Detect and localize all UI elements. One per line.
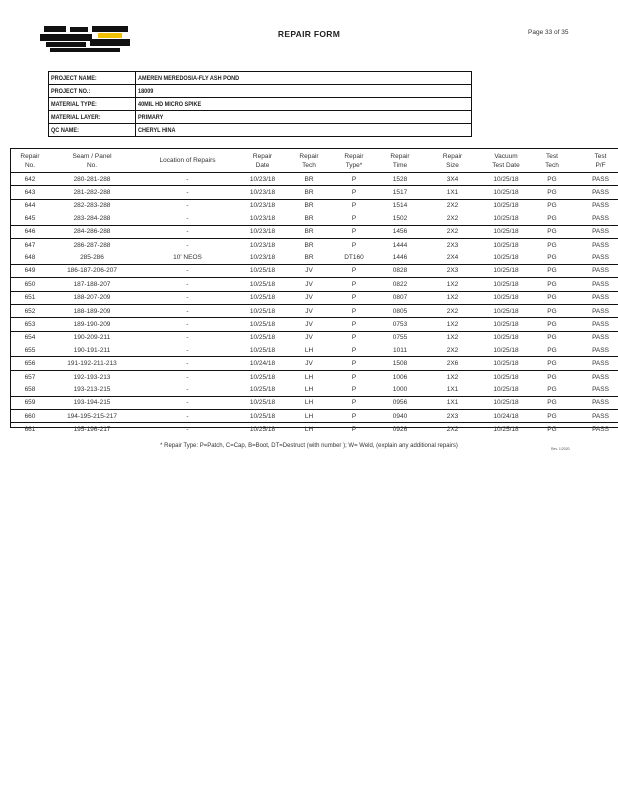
table-cell: JV bbox=[285, 357, 333, 370]
table-cell: 10/25/18 bbox=[493, 334, 519, 342]
table-cell: PASS bbox=[572, 251, 618, 264]
table-cell: 10/25/18 bbox=[480, 344, 532, 357]
table-cell: PASS bbox=[572, 304, 618, 317]
table-cell: P bbox=[333, 304, 375, 317]
table-row bbox=[11, 370, 618, 383]
table-cell: 10/25/18 bbox=[480, 318, 532, 331]
table-cell: 10/25/18 bbox=[480, 173, 532, 186]
table-cell: LH bbox=[304, 426, 314, 434]
table-cell: PG bbox=[532, 278, 572, 291]
table-cell: PG bbox=[547, 334, 557, 342]
table-cell: PG bbox=[532, 291, 572, 304]
table-cell: 192-193-213 bbox=[73, 373, 111, 381]
table-cell: 656 bbox=[11, 357, 49, 370]
table-cell: 2X6 bbox=[425, 357, 480, 370]
table-cell: 10/25/18 bbox=[240, 304, 285, 317]
table-cell: JV bbox=[285, 291, 333, 304]
column-header: Repair Date bbox=[240, 149, 285, 173]
table-cell: 642 bbox=[11, 173, 49, 186]
column-header: Repair Type* bbox=[333, 149, 375, 173]
table-cell: 10/24/18 bbox=[240, 357, 285, 370]
table-cell: PG bbox=[532, 264, 572, 277]
table-cell: 660 bbox=[11, 410, 49, 423]
table-row bbox=[11, 238, 618, 251]
project-field-value: 40MIL HD MICRO SPIKE bbox=[136, 98, 472, 111]
table-cell: - bbox=[135, 383, 240, 396]
table-cell: 1446 bbox=[375, 251, 425, 264]
table-cell: LH bbox=[285, 410, 333, 423]
column-header: Repair Time bbox=[375, 149, 425, 173]
table-cell: P bbox=[333, 186, 375, 199]
table-cell: 10/23/18 bbox=[240, 186, 285, 199]
table-cell: 649 bbox=[11, 264, 49, 277]
table-cell: 653 bbox=[11, 318, 49, 331]
table-cell: BR bbox=[304, 241, 314, 249]
table-cell: 190-209-211 bbox=[73, 334, 111, 342]
table-row bbox=[11, 383, 618, 396]
project-field-value: CHERYL HINA bbox=[136, 124, 472, 137]
table-cell: 10/25/18 bbox=[240, 291, 285, 304]
project-info-table bbox=[48, 71, 472, 137]
table-cell: 187-188-207 bbox=[49, 278, 135, 291]
table-cell: 2X2 bbox=[425, 344, 480, 357]
table-row bbox=[11, 410, 618, 423]
table-cell: 10/23/18 bbox=[240, 173, 285, 186]
table-cell: P bbox=[333, 357, 375, 370]
table-row bbox=[11, 212, 618, 225]
table-cell: PASS bbox=[572, 291, 618, 304]
table-cell: PG bbox=[547, 373, 557, 381]
column-header: Test Tech bbox=[532, 149, 572, 173]
table-cell: BR bbox=[285, 212, 333, 225]
table-cell: 2X2 bbox=[425, 212, 480, 225]
table-cell: P bbox=[351, 241, 357, 249]
project-field-value: PRIMARY bbox=[136, 111, 472, 124]
project-field-label: QC NAME: bbox=[49, 124, 136, 137]
table-cell: 0807 bbox=[375, 291, 425, 304]
table-row bbox=[11, 357, 618, 370]
table-cell: 10/25/18 bbox=[480, 225, 532, 238]
column-header: Repair Tech bbox=[285, 149, 333, 173]
table-cell: - bbox=[135, 173, 240, 186]
table-cell: 2X2 bbox=[425, 304, 480, 317]
table-cell: P bbox=[333, 225, 375, 238]
table-cell: PG bbox=[532, 318, 572, 331]
column-header: Location of Repairs bbox=[135, 149, 240, 173]
table-cell: BR bbox=[285, 186, 333, 199]
table-cell: JV bbox=[285, 278, 333, 291]
column-header: Vacuum Test Date bbox=[480, 149, 532, 173]
table-cell: 661 bbox=[24, 426, 36, 434]
table-cell: PASS bbox=[572, 396, 618, 409]
table-cell: 645 bbox=[11, 212, 49, 225]
table-cell: JV bbox=[285, 304, 333, 317]
table-cell: PG bbox=[532, 357, 572, 370]
table-cell: 1514 bbox=[392, 202, 408, 210]
table-cell: 2X2 bbox=[446, 426, 459, 434]
table-cell: 657 bbox=[24, 373, 36, 381]
table-cell: 10/25/18 bbox=[480, 357, 532, 370]
table-cell: 285-286 bbox=[49, 251, 135, 264]
table-cell: PG bbox=[532, 410, 572, 423]
table-cell: 0805 bbox=[375, 304, 425, 317]
table-cell: 10/25/18 bbox=[480, 304, 532, 317]
table-cell: 189-190-209 bbox=[49, 318, 135, 331]
project-field-row bbox=[49, 111, 472, 124]
table-cell: PASS bbox=[572, 383, 618, 396]
project-field-row bbox=[49, 72, 472, 85]
table-cell: 3X4 bbox=[425, 173, 480, 186]
table-cell: 10/25/18 bbox=[480, 186, 532, 199]
table-cell: P bbox=[333, 278, 375, 291]
table-cell: 648 bbox=[11, 251, 49, 264]
table-cell: 1X2 bbox=[425, 291, 480, 304]
project-field-row bbox=[49, 85, 472, 98]
table-cell: 286-287-288 bbox=[73, 241, 111, 249]
project-field-value: 18009 bbox=[136, 85, 472, 98]
table-cell: 284-286-288 bbox=[49, 225, 135, 238]
revision-code: Rev. 1/2020 bbox=[551, 447, 570, 451]
table-row bbox=[11, 291, 618, 304]
table-cell: P bbox=[351, 202, 357, 210]
table-cell: 10/25/18 bbox=[493, 202, 519, 210]
table-cell: DT160 bbox=[333, 251, 375, 264]
table-header-row bbox=[11, 149, 618, 173]
table-cell: 10/25/18 bbox=[240, 410, 285, 423]
column-header: Seam / Panel No. bbox=[49, 149, 135, 173]
column-header: Repair Size bbox=[425, 149, 480, 173]
table-cell: 0956 bbox=[375, 396, 425, 409]
table-cell: P bbox=[333, 344, 375, 357]
table-cell: PASS bbox=[572, 278, 618, 291]
table-cell: LH bbox=[304, 373, 314, 381]
table-cell: - bbox=[135, 291, 240, 304]
table-row bbox=[11, 331, 618, 344]
table-cell: 193-213-215 bbox=[49, 383, 135, 396]
table-cell: 1517 bbox=[375, 186, 425, 199]
table-cell: PASS bbox=[592, 373, 609, 381]
table-cell: 10/25/18 bbox=[480, 383, 532, 396]
table-cell: BR bbox=[285, 173, 333, 186]
page-number: Page 33 of 35 bbox=[528, 29, 569, 36]
table-cell: PASS bbox=[572, 410, 618, 423]
table-row bbox=[11, 344, 618, 357]
table-cell: 650 bbox=[11, 278, 49, 291]
table-cell: 10/25/18 bbox=[480, 396, 532, 409]
table-cell: 283-284-288 bbox=[49, 212, 135, 225]
table-cell: P bbox=[333, 396, 375, 409]
table-cell: 1502 bbox=[375, 212, 425, 225]
table-cell: 644 bbox=[24, 202, 36, 210]
table-cell: PASS bbox=[572, 186, 618, 199]
table-cell: PG bbox=[532, 251, 572, 264]
table-cell: P bbox=[351, 334, 357, 342]
table-cell: 188-207-209 bbox=[49, 291, 135, 304]
table-cell: 646 bbox=[11, 225, 49, 238]
table-cell: - bbox=[186, 373, 189, 381]
table-cell: PASS bbox=[592, 426, 609, 434]
table-cell: 10/25/18 bbox=[480, 251, 532, 264]
table-cell: PG bbox=[532, 344, 572, 357]
table-row bbox=[11, 251, 618, 264]
table-cell: 10/25/18 bbox=[493, 373, 519, 381]
table-cell: BR bbox=[285, 225, 333, 238]
table-cell: 10/25/18 bbox=[493, 426, 519, 434]
table-cell: 10/25/18 bbox=[480, 264, 532, 277]
table-row bbox=[11, 318, 618, 331]
table-cell: 1508 bbox=[375, 357, 425, 370]
table-cell: PG bbox=[532, 396, 572, 409]
table-cell: 0753 bbox=[375, 318, 425, 331]
table-cell: PASS bbox=[572, 264, 618, 277]
table-cell: 1006 bbox=[392, 373, 408, 381]
table-cell: 10/25/18 bbox=[493, 241, 519, 249]
table-cell: 194-195-215-217 bbox=[49, 410, 135, 423]
table-cell: 1X2 bbox=[446, 373, 459, 381]
table-cell: 10/23/18 bbox=[240, 212, 285, 225]
table-row bbox=[11, 186, 618, 199]
table-cell: 193-194-215 bbox=[49, 396, 135, 409]
table-cell: 10' NEOS bbox=[135, 251, 240, 264]
table-cell: - bbox=[135, 278, 240, 291]
table-row bbox=[11, 199, 618, 212]
column-header: Test P/F bbox=[572, 149, 618, 173]
table-cell: P bbox=[333, 173, 375, 186]
table-cell: 10/23/18 bbox=[240, 225, 285, 238]
project-field-row bbox=[49, 124, 472, 137]
table-cell: 0926 bbox=[392, 426, 408, 434]
repair-table bbox=[10, 148, 618, 434]
table-cell: - bbox=[135, 212, 240, 225]
table-cell: P bbox=[333, 264, 375, 277]
table-cell: PG bbox=[547, 426, 557, 434]
table-cell: PASS bbox=[572, 225, 618, 238]
table-cell: PG bbox=[532, 212, 572, 225]
table-cell: PG bbox=[532, 304, 572, 317]
table-row bbox=[11, 264, 618, 277]
table-cell: P bbox=[333, 212, 375, 225]
table-cell: P bbox=[351, 426, 357, 434]
table-cell: JV bbox=[305, 334, 313, 342]
table-cell: 10/23/18 bbox=[249, 202, 276, 210]
table-cell: PASS bbox=[572, 318, 618, 331]
table-cell: 282-283-288 bbox=[73, 202, 111, 210]
table-cell: 186-187-206-207 bbox=[49, 264, 135, 277]
table-cell: PASS bbox=[592, 334, 609, 342]
table-cell: 190-191-211 bbox=[49, 344, 135, 357]
table-cell: 280-281-288 bbox=[49, 173, 135, 186]
table-cell: 281-282-288 bbox=[49, 186, 135, 199]
table-cell: P bbox=[333, 291, 375, 304]
table-cell: 10/24/18 bbox=[480, 410, 532, 423]
table-cell: BR bbox=[285, 251, 333, 264]
table-cell: 647 bbox=[24, 241, 36, 249]
table-cell: - bbox=[135, 410, 240, 423]
table-cell: - bbox=[135, 344, 240, 357]
table-cell: - bbox=[186, 426, 189, 434]
table-cell: 10/25/18 bbox=[240, 264, 285, 277]
project-field-row bbox=[49, 98, 472, 111]
table-cell: - bbox=[135, 318, 240, 331]
table-cell: 1X1 bbox=[425, 383, 480, 396]
table-cell: 2X4 bbox=[425, 251, 480, 264]
table-cell: 10/25/18 bbox=[240, 383, 285, 396]
table-cell: - bbox=[135, 304, 240, 317]
table-cell: PASS bbox=[572, 212, 618, 225]
table-cell: PG bbox=[547, 202, 557, 210]
table-cell: LH bbox=[285, 344, 333, 357]
table-cell: P bbox=[333, 383, 375, 396]
repair-type-footnote: * Repair Type: P=Patch, C=Cap, B=Boot, DT=Destruct (with number ); W= Weld, (explain any additional repairs) bbox=[160, 443, 458, 449]
table-row bbox=[11, 304, 618, 317]
table-cell: 1X1 bbox=[425, 396, 480, 409]
table-cell: JV bbox=[285, 264, 333, 277]
project-field-label: PROJECT NAME: bbox=[49, 72, 136, 85]
table-cell: 0940 bbox=[375, 410, 425, 423]
table-cell: - bbox=[186, 202, 189, 210]
table-cell: 10/23/18 bbox=[240, 251, 285, 264]
project-field-label: MATERIAL LAYER: bbox=[49, 111, 136, 124]
table-cell: LH bbox=[285, 383, 333, 396]
table-cell: PG bbox=[532, 225, 572, 238]
table-cell: 10/25/18 bbox=[480, 212, 532, 225]
table-cell: - bbox=[135, 186, 240, 199]
project-field-label: MATERIAL TYPE: bbox=[49, 98, 136, 111]
table-cell: 1528 bbox=[375, 173, 425, 186]
table-cell: 191-192-211-213 bbox=[49, 357, 135, 370]
table-cell: PG bbox=[547, 241, 557, 249]
table-cell: 1011 bbox=[375, 344, 425, 357]
table-cell: P bbox=[333, 318, 375, 331]
table-cell: 10/25/18 bbox=[240, 396, 285, 409]
table-cell: 188-189-209 bbox=[49, 304, 135, 317]
table-cell: 655 bbox=[11, 344, 49, 357]
table-cell: JV bbox=[285, 318, 333, 331]
table-cell: PG bbox=[532, 173, 572, 186]
form-title: REPAIR FORM bbox=[277, 29, 341, 39]
table-cell: 643 bbox=[11, 186, 49, 199]
table-cell: 654 bbox=[24, 334, 36, 342]
table-cell: - bbox=[135, 264, 240, 277]
table-cell: 10/25/18 bbox=[240, 318, 285, 331]
table-cell: - bbox=[135, 396, 240, 409]
table-cell: 2X3 bbox=[446, 241, 459, 249]
table-cell: PASS bbox=[572, 173, 618, 186]
table-cell: 0755 bbox=[392, 334, 408, 342]
table-row bbox=[11, 423, 618, 436]
table-cell: 10/25/18 bbox=[249, 373, 276, 381]
table-cell: 10/25/18 bbox=[480, 291, 532, 304]
column-header: Repair No. bbox=[11, 149, 49, 173]
table-cell: 2X2 bbox=[446, 202, 459, 210]
table-cell: PG bbox=[532, 186, 572, 199]
table-cell: 659 bbox=[11, 396, 49, 409]
table-cell: PASS bbox=[592, 241, 609, 249]
table-cell: PASS bbox=[572, 344, 618, 357]
table-cell: - bbox=[186, 334, 189, 342]
table-cell: 1444 bbox=[392, 241, 408, 249]
table-cell: LH bbox=[285, 396, 333, 409]
table-cell: 10/25/18 bbox=[240, 344, 285, 357]
table-cell: 10/25/18 bbox=[240, 278, 285, 291]
table-cell: 0828 bbox=[375, 264, 425, 277]
table-row bbox=[11, 225, 618, 238]
project-field-label: PROJECT NO.: bbox=[49, 85, 136, 98]
table-cell: 1X2 bbox=[446, 334, 459, 342]
table-cell: - bbox=[135, 357, 240, 370]
table-cell: 10/23/18 bbox=[249, 241, 276, 249]
table-cell: - bbox=[135, 225, 240, 238]
table-cell: 1X2 bbox=[425, 278, 480, 291]
project-field-value: AMEREN MEREDOSIA-FLY ASH POND bbox=[138, 74, 240, 82]
table-cell: 2X3 bbox=[425, 410, 480, 423]
table-cell: 1X2 bbox=[425, 318, 480, 331]
table-cell: PASS bbox=[572, 357, 618, 370]
table-cell: 195-196-217 bbox=[73, 426, 111, 434]
table-cell: 1456 bbox=[375, 225, 425, 238]
table-cell: 10/25/18 bbox=[249, 426, 276, 434]
table-cell: 651 bbox=[11, 291, 49, 304]
table-cell: BR bbox=[304, 202, 314, 210]
table-cell: 10/25/18 bbox=[480, 278, 532, 291]
table-cell: P bbox=[333, 410, 375, 423]
table-cell: 2X2 bbox=[425, 225, 480, 238]
table-cell: - bbox=[186, 241, 189, 249]
table-cell: PG bbox=[532, 383, 572, 396]
table-cell: 1000 bbox=[375, 383, 425, 396]
table-row bbox=[11, 173, 618, 186]
table-row bbox=[11, 396, 618, 409]
table-cell: P bbox=[351, 373, 357, 381]
table-cell: 652 bbox=[11, 304, 49, 317]
table-cell: PASS bbox=[592, 202, 609, 210]
table-cell: 2X3 bbox=[425, 264, 480, 277]
table-cell: 658 bbox=[11, 383, 49, 396]
table-row bbox=[11, 278, 618, 291]
table-cell: 10/25/18 bbox=[249, 334, 276, 342]
table-cell: 1X1 bbox=[425, 186, 480, 199]
table-cell: 0822 bbox=[375, 278, 425, 291]
